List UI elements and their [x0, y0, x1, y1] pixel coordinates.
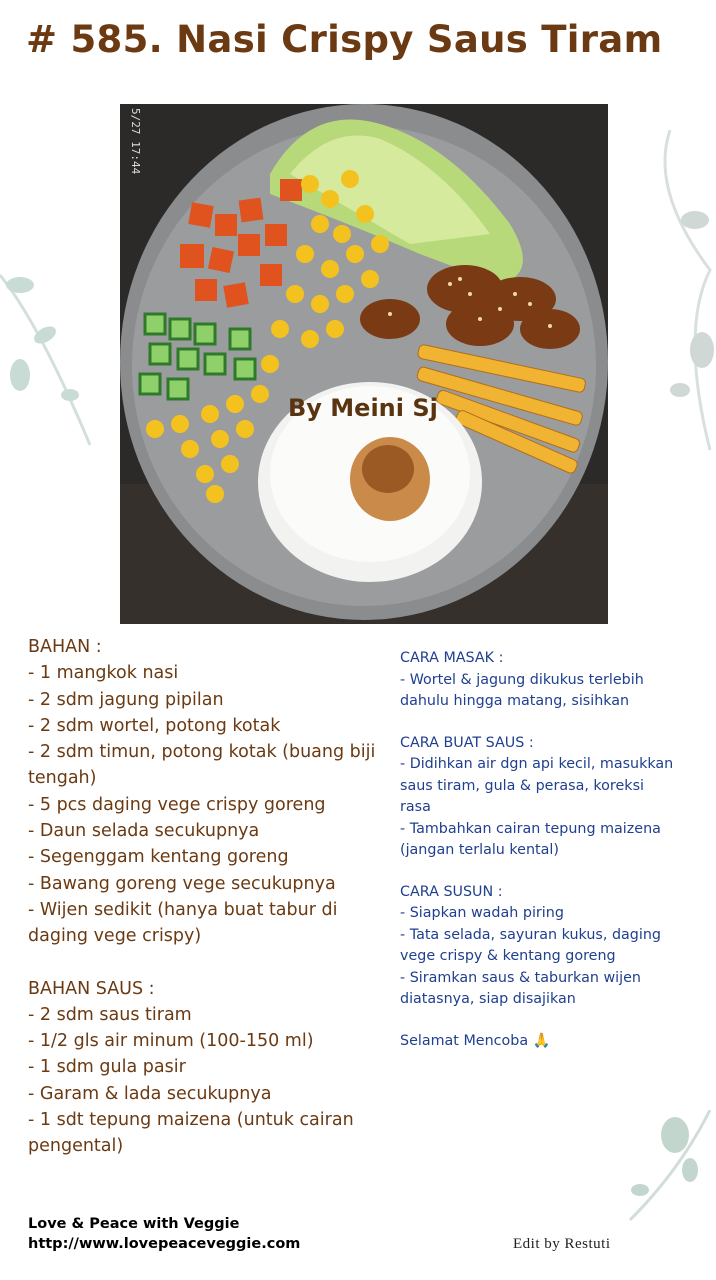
make-sauce-line: - Tambahkan cairan tepung maizena — [400, 820, 661, 837]
ingredient-line: - 2 sdm jagung pipilan — [28, 689, 224, 710]
cooking-line: - Wortel & jagung dikukus terlebih — [400, 671, 644, 688]
sauce-heading: BAHAN SAUS : — [28, 978, 155, 999]
closing-text: Selamat Mencoba 🙏 — [400, 1032, 551, 1049]
assemble-line: vege crispy & kentang goreng — [400, 948, 616, 964]
dish-photo — [120, 104, 608, 624]
cooking-heading: CARA MASAK : — [400, 650, 504, 666]
assemble-line: - Tata selada, sayuran kukus, daging — [400, 926, 661, 943]
ingredient-line: - Segenggam kentang goreng — [28, 847, 289, 868]
decorative-branch-left — [0, 265, 120, 465]
ingredient-line: - Bawang goreng vege secukupnya — [28, 873, 336, 894]
ingredient-line: daging vege crispy) — [28, 926, 202, 947]
ingredients-heading: BAHAN : — [28, 637, 102, 657]
make-sauce-line: saus tiram, gula & perasa, koreksi — [400, 777, 644, 794]
photo-timestamp: 5/27 17:44 — [129, 108, 142, 175]
make-sauce-heading: CARA BUAT SAUS : — [400, 734, 534, 751]
cooking-line: dahulu hingga matang, sisihkan — [400, 693, 630, 709]
ingredient-line: - 2 sdm wortel, potong kotak — [28, 715, 281, 736]
assemble-heading: CARA SUSUN : — [400, 883, 503, 900]
edit-credit: Edit by Restuti — [513, 1236, 611, 1252]
dish-illustration — [120, 104, 608, 624]
make-sauce-line: (jangan terlalu kental) — [400, 842, 559, 858]
make-sauce-line: rasa — [400, 799, 431, 815]
make-sauce-line: - Didihkan air dgn api kecil, masukkan — [400, 756, 674, 772]
ingredient-line: - Daun selada secukupnya — [28, 821, 260, 842]
assemble-line: - Siapkan wadah piring — [400, 905, 564, 921]
instructions-column — [400, 648, 690, 1052]
decorative-branch-bottom-right — [620, 1110, 716, 1230]
ingredient-line: - Wijen sedikit (hanya buat tabur di — [28, 899, 338, 920]
ingredient-line: tengah) — [28, 768, 97, 789]
footer-brand: Love & Peace with Veggie — [28, 1216, 240, 1232]
assemble-line: - Siramkan saus & taburkan wijen — [400, 969, 641, 986]
assemble-line: diatasnya, siap disajikan — [400, 991, 576, 1007]
page-title: # 585. Nasi Crispy Saus Tiram — [26, 18, 663, 61]
sauce-line: pengental) — [28, 1136, 124, 1157]
ingredient-line: - 5 pcs daging vege crispy goreng — [28, 794, 326, 815]
ingredient-line: - 1 mangkok nasi — [28, 663, 179, 684]
sauce-line: - 1 sdt tepung maizena (untuk cairan — [28, 1110, 354, 1131]
footer-url-link[interactable]: http://www.lovepeaceveggie.com — [28, 1236, 301, 1252]
decorative-branch-right — [610, 130, 716, 460]
ingredient-line: - 2 sdm timun, potong kotak (buang biji — [28, 742, 376, 763]
sauce-line: - 2 sdm saus tiram — [28, 1004, 192, 1025]
sauce-line: - 1 sdm gula pasir — [28, 1057, 186, 1078]
photo-watermark: By Meini Sj — [288, 394, 438, 422]
footer — [28, 1214, 300, 1254]
sauce-line: - 1/2 gls air minum (100-150 ml) — [28, 1031, 314, 1052]
ingredients-column — [28, 634, 378, 1160]
sauce-line: - Garam & lada secukupnya — [28, 1083, 272, 1104]
